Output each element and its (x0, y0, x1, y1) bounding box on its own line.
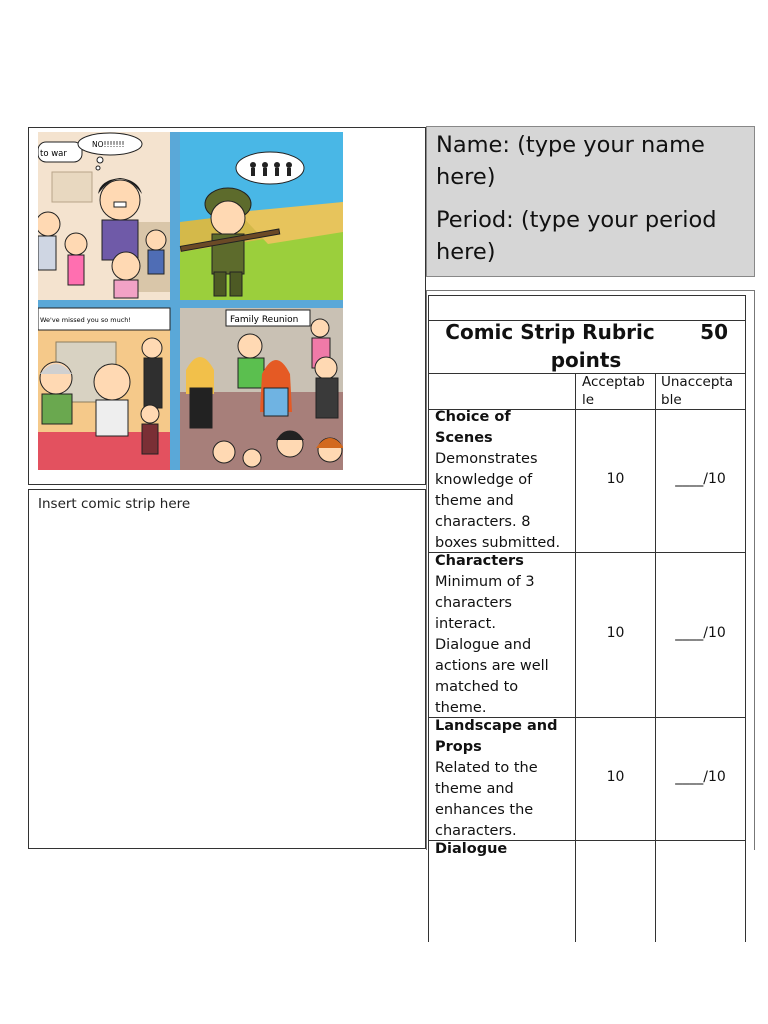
rubric-title-text: Comic Strip Rubric (445, 320, 655, 344)
acceptable-score: 10 (606, 471, 625, 487)
row-desc-line: theme and (435, 493, 514, 509)
row-title-line: Landscape and (435, 718, 558, 734)
comic-insert-area[interactable] (28, 489, 426, 849)
row-title-line: Dialogue (435, 841, 508, 857)
name-line-1[interactable]: Name: (type your name (436, 132, 705, 158)
row-desc-line: Minimum of 3 (435, 574, 535, 590)
col-header-unacceptable-2: ble (661, 392, 682, 408)
row-title-line: Props (435, 739, 482, 755)
row-desc-line: knowledge of (435, 472, 533, 488)
row-desc-line: characters. 8 (435, 514, 531, 530)
acceptable-score: 10 (606, 769, 625, 785)
row-desc-line: characters (435, 595, 512, 611)
unacceptable-score-field[interactable]: ____/10 (675, 625, 726, 641)
row-desc-line: matched to (435, 679, 519, 695)
row-desc-line: Demonstrates (435, 451, 538, 467)
row-desc-line: theme and (435, 781, 514, 797)
panel-3-bubble: We've missed you so much! (40, 316, 132, 324)
row-title-line: Scenes (435, 430, 493, 446)
unacceptable-score-field[interactable]: ____/10 (675, 471, 726, 487)
row-desc-line: actions are well (435, 658, 549, 674)
name-line-2[interactable]: here) (436, 164, 496, 190)
panel-4-caption: Family Reunion (230, 315, 299, 325)
panel-1-bubble-left: to war (40, 149, 67, 159)
row-desc-line: Related to the (435, 760, 538, 776)
comic-strip-image (38, 132, 343, 470)
panel-1-bubble-right: NO!!!!!!! (92, 140, 125, 149)
row-desc-line: boxes submitted. (435, 535, 561, 551)
acceptable-score: 10 (606, 625, 625, 641)
rubric-title (430, 318, 742, 374)
rubric-points: 50 (700, 320, 728, 344)
comic-strip-example (28, 127, 426, 485)
rubric-points-word: points (550, 348, 622, 372)
row-desc-line: Dialogue and (435, 637, 532, 653)
row-desc-line: interact. (435, 616, 496, 632)
insert-comic-label: Insert comic strip here (38, 496, 191, 512)
student-info-box[interactable] (426, 126, 755, 277)
row-desc-line: theme. (435, 700, 487, 716)
row-desc-line: characters. (435, 823, 517, 839)
row-title-line: Characters (435, 553, 524, 569)
col-header-unacceptable-1: Unaccepta (661, 374, 733, 390)
period-line-2[interactable]: here) (436, 239, 496, 265)
row-desc-line: enhances the (435, 802, 534, 818)
row-title-line: Choice of (435, 409, 511, 425)
col-header-acceptable-2: le (582, 392, 595, 408)
col-header-acceptable-1: Acceptab (582, 374, 645, 390)
period-line-1[interactable]: Period: (type your period (436, 207, 717, 233)
unacceptable-score-field[interactable]: ____/10 (675, 769, 726, 785)
